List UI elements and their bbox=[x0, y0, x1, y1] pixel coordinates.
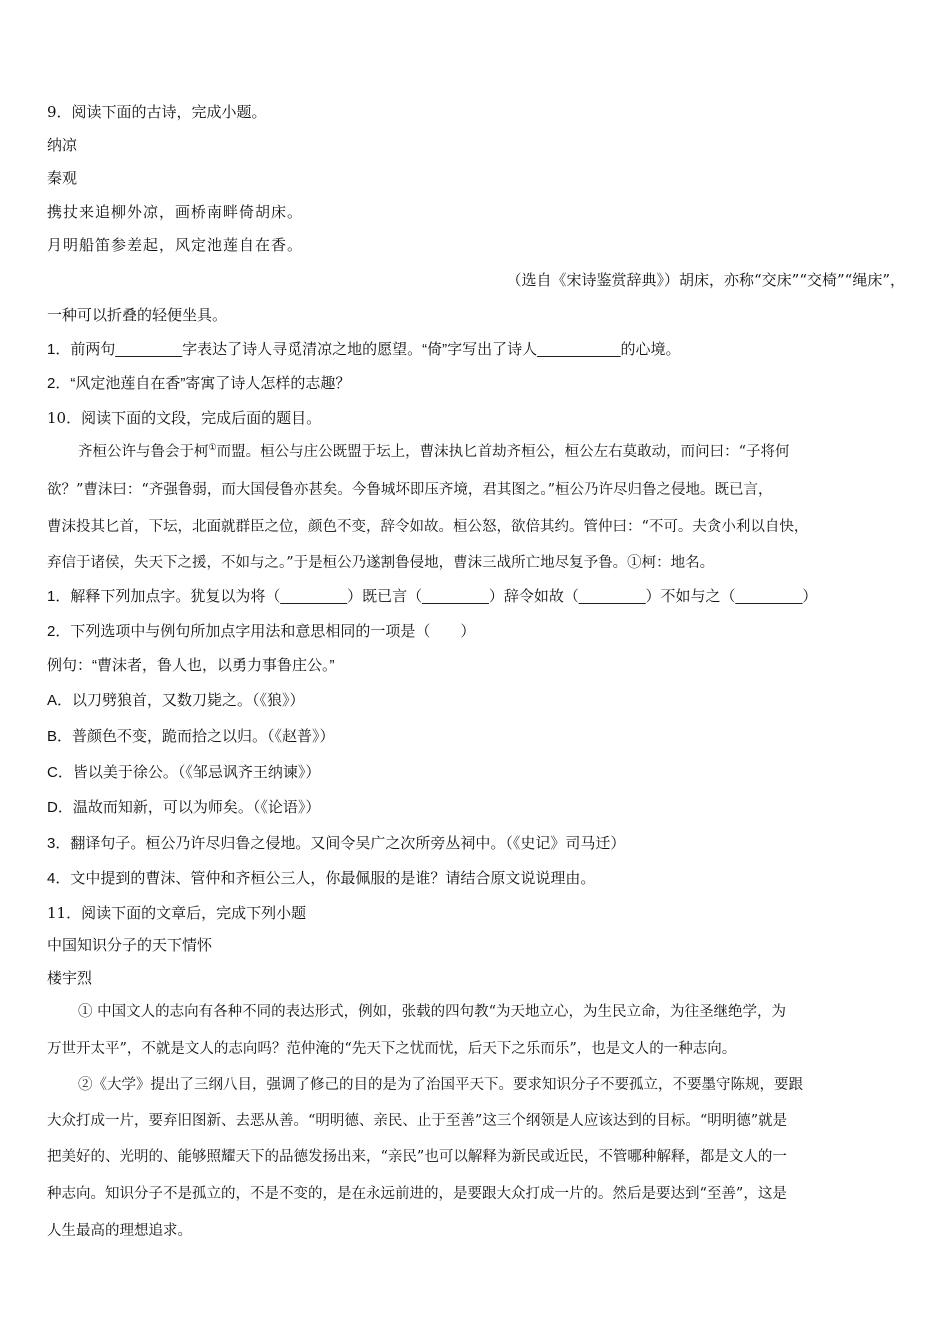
q10-example: 例句：“曹沫者，鲁人也，以勇力事鲁庄公。” bbox=[47, 657, 335, 674]
article-p1-line-2: 万世开太平”，不就是文人的志向吗？范仲淹的“先天下之忧而忧，后天下之乐而乐”，也是文人的一种志向。 bbox=[47, 1041, 737, 1057]
article-author: 楼宇烈 bbox=[47, 969, 93, 987]
q10-heading: 10．阅读下面的文段，完成后面的题目。 bbox=[47, 409, 322, 427]
q10-passage-line-4: 弃信于诸侯，失天下之援，不如与之。”于是桓公乃遂割鲁侵地，曹沫三战所亡地尽复予鲁。①柯：地名。 bbox=[47, 555, 715, 571]
q10-passage-line-2: 欲？”曹沫曰：“齐强鲁弱，而大国侵鲁亦甚矣。今鲁城坏即压齐境，君其图之。”桓公乃许尽归鲁之侵地。既已言， bbox=[47, 482, 773, 498]
q10-option-d: D．温故而知新，可以为师矣。（《论语》） bbox=[47, 799, 321, 816]
q10-subquestion-1: 1．解释下列加点字。犹复以为将（________）既已言（________）辞令如故（________）不如与之（________） bbox=[47, 588, 818, 605]
q9-subquestion-2: 2．“风定池莲自在香”寄寓了诗人怎样的志趣？ bbox=[47, 375, 351, 392]
article-title: 中国知识分子的天下情怀 bbox=[47, 936, 213, 954]
article-p2-line-4: 种志向。知识分子不是孤立的，不是不变的，是在永远前进的，是要跟大众打成一片的。然后是要达到“至善”，这是 bbox=[47, 1186, 787, 1202]
q10-option-c: C．皆以美于徐公。（《邹忌讽齐王纳谏》） bbox=[47, 764, 321, 781]
q10-option-a: A．以刀劈狼首，又数刀毙之。（《狼》） bbox=[47, 692, 305, 709]
q9-heading: 9．阅读下面的古诗，完成小题。 bbox=[47, 103, 267, 121]
q10-subquestion-2: 2．下列选项中与例句所加点字用法和意思相同的一项是（ ） bbox=[47, 623, 476, 640]
q10-passage-line-1 bbox=[78, 442, 905, 462]
q10-subquestion-3: 3．翻译句子。桓公乃许尽归鲁之侵地。又间令吴广之次所旁丛祠中。（《史记》司马迁） bbox=[47, 835, 626, 852]
poem-title: 纳凉 bbox=[47, 136, 78, 154]
article-p2-line-2: 大众打成一片，要弃旧图新、去恶从善。“明明德、亲民、止于至善”这三个纲领是人应该达到的目标。“明明德”就是 bbox=[47, 1113, 788, 1129]
poem-author: 秦观 bbox=[47, 169, 78, 187]
article-p2-line-5: 人生最高的理想追求。 bbox=[47, 1223, 192, 1239]
passage-text: 齐桓公许与鲁会于柯 bbox=[78, 444, 209, 460]
q10-option-b: B．普颜色不变，跪而拾之以归。（《赵普》） bbox=[47, 728, 335, 745]
q10-passage-line-3: 曹沫投其匕首，下坛，北面就群臣之位，颜色不变，辞令如故。桓公怒，欲倍其约。管仲曰：“不可。夫贪小利以自快， bbox=[47, 519, 809, 535]
q9-subquestion-1: 1．前两句________字表达了诗人寻觅清凉之地的愿望。“倚”字写出了诗人__________的心境。 bbox=[47, 341, 681, 358]
footnote-marker: ① bbox=[208, 443, 217, 453]
passage-text: 而盟。桓公与庄公既盟于坛上，曹沫执匕首劫齐桓公，桓公左右莫敢动，而问曰：“子将何 bbox=[216, 444, 790, 460]
q10-subquestion-4: 4．文中提到的曹沫、管仲和齐桓公三人，你最佩服的是谁？请结合原文说说理由。 bbox=[47, 870, 596, 887]
poem-note-line-1: （选自《宋诗鉴赏辞典》）胡床，亦称“交床”“交椅”“绳床”， bbox=[506, 271, 905, 289]
article-p2-line-3: 把美好的、光明的、能够照耀天下的品德发扬出来，“亲民”也可以解释为新民或近民，不管哪种解释，都是文人的一 bbox=[47, 1149, 787, 1165]
poem-line-2: 月明船笛参差起，风定池莲自在香。 bbox=[47, 236, 304, 254]
q11-heading: 11．阅读下面的文章后，完成下列小题 bbox=[47, 904, 307, 922]
article-p2-line-1: ②《大学》提出了三纲八目，强调了修己的目的是为了治国平天下。要求知识分子不要孤立，不要墨守陈规，要跟 bbox=[78, 1077, 803, 1093]
poem-line-1: 携扙来追柳外凉，画桥南畔倚胡床。 bbox=[47, 203, 304, 221]
article-p1-line-1: ① 中国文人的志向有各种不同的表达形式，例如，张载的四句教“为天地立心，为生民立命，为往圣继绝学，为 bbox=[78, 1004, 787, 1020]
poem-note-line-2: 一种可以折叠的轻便坐具。 bbox=[47, 306, 228, 324]
